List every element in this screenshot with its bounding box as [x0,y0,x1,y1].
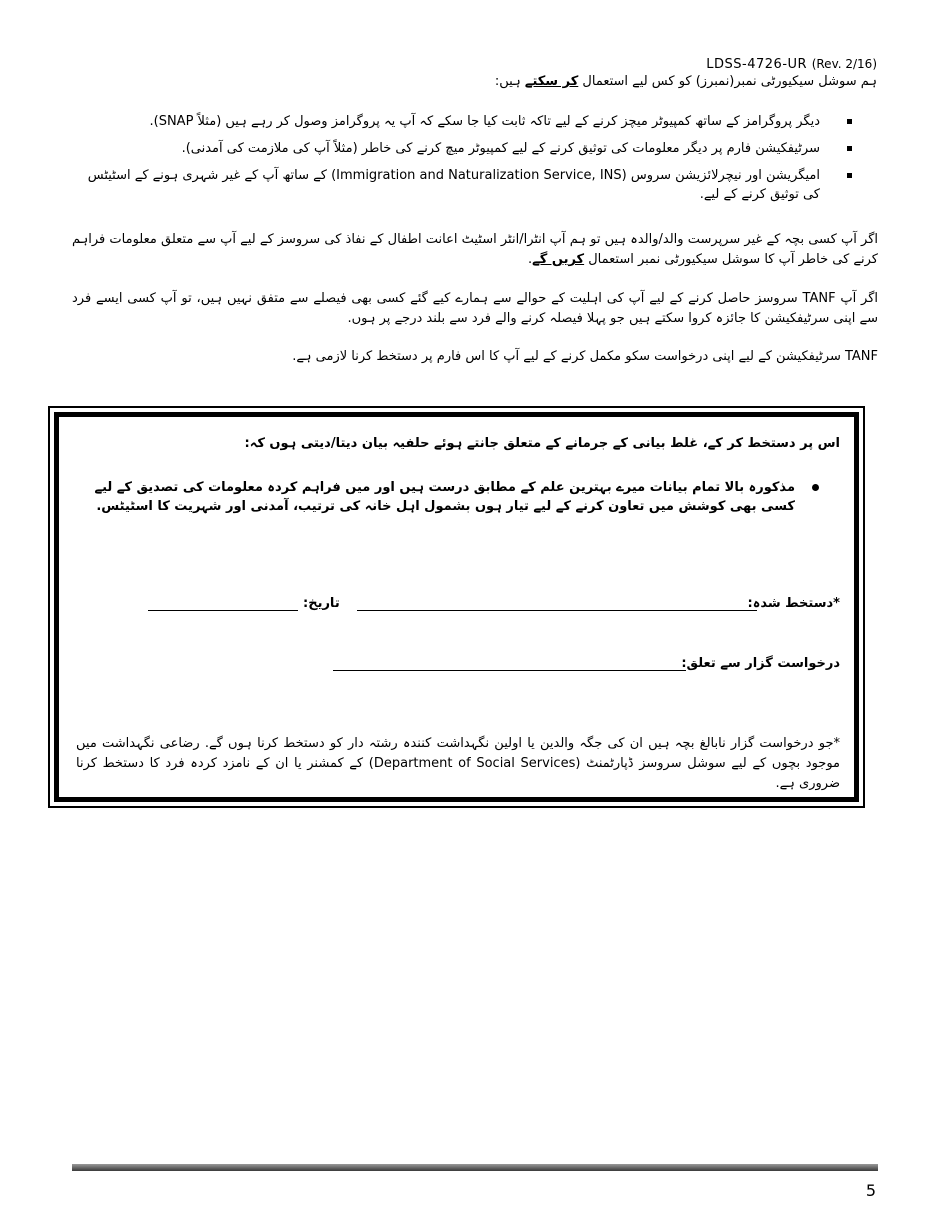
declaration-title: اس پر دستخط کر کے، غلط بیانی کے جرمانے کے متعلق جانتے ہوئے حلفیہ بیان دیتا/دیتی ہوں کہ: [244,436,840,451]
ssn-uses-list [70,112,820,212]
paragraph-text: اگر آپ کسی بچہ کے غیر سرپرست والد/والدہ ہیں تو ہم آپ انٹرا/انٹر اسٹیٹ اعانت اطفال کے نفاذ کی سروسز کے لیے آپ سے متعلق معلومات فراہم کرنے کی خاطر آپ کا سوشل سیکیورٹی نمبر استعمال [72,232,878,267]
footer-divider [72,1164,878,1171]
signature-requirement-paragraph: TANF سرٹیفکیشن کے لیے اپنی درخواست سکو مکمل کرنے کے لیے آپ کا اس فارم پر دستخط کرنا لازمی ہے. [292,349,878,364]
relationship-field[interactable] [333,670,686,671]
form-revision: (Rev. 2/16) [811,57,877,71]
list-item [70,139,820,158]
paragraph-emphasis: کریں گے [532,252,585,267]
relationship-label: درخواست گزار سے تعلق: [681,656,840,671]
date-label: تاریخ: [303,596,340,611]
declaration-statement: مذکورہ بالا تمام بیانات میرے بہترین علم کے مطابق درست ہیں اور میں فراہم کردہ معلومات کی تصدیق کے لیے کسی بھی کوشش میں تعاون کرنے کے لیے تیار ہوں بشمول اہل خانہ کی ترتیب، آمدنی اور شہریت کا اسٹیٹس. [94,480,795,514]
intro-line [495,74,877,89]
list-item-text: سرٹیفکیشن فارم پر دیگر معلومات کی توثیق کرنے کے لیے کمپیوٹر میچ کرنے کی خاطر (مثلاً آپ کی ملازمت کی آمدنی). [181,141,820,156]
square-bullet-icon [847,119,852,124]
form-code [706,57,877,72]
list-item-text: دیگر پروگرامز کے ساتھ کمپیوٹر میچز کرنے کے لیے تاکہ ثابت کیا جا سکے کہ آپ یہ پروگرامز وصول کر رہے ہیں (مثلاً SNAP). [149,114,820,129]
square-bullet-icon [847,146,852,151]
round-bullet-icon [812,484,819,491]
paragraph-end: . [528,252,533,267]
list-item [70,112,820,131]
square-bullet-icon [847,173,852,178]
intro-end: ہیں: [494,74,525,89]
list-item [70,166,820,204]
form-code-text: LDSS-4726-UR [706,57,808,72]
signature-label: *دستخط شدہ: [747,596,840,611]
intro-text: ہم سوشل سیکیورٹی نمبر(نمبرز) کو کس لیے استعمال [578,74,877,89]
page-number: 5 [865,1181,876,1200]
intro-emphasis: کر سکتے [524,74,579,89]
child-support-paragraph [72,230,878,270]
signature-footnote: *جو درخواست گزار نابالغ بچہ ہیں ان کی جگہ والدین یا اولین نگہداشت کنندہ رشتہ دار کو دستخط کرنا ہوں گے. رضاعی نگہداشت میں موجود بچوں کے لیے سوشل سروسز ڈپارٹمنٹ (Department of Social Services) کے کمشنر یا ان کے نامزد کردہ فرد کا دستخط کرنا ضروری ہے. [76,736,840,791]
list-item-text: امیگریشن اور نیچرلائزیشن سروس (Immigration and Naturalization Service, INS) کے ساتھ آپ کے غیر شہری ہونے کے اسٹیٹس کی توثیق کرنے کے لیے. [87,168,820,202]
review-paragraph: اگر آپ TANF سروسز حاصل کرنے کے لیے آپ کی اہلیت کے حوالے سے ہمارے کیے گئے کسی بھی فیصلے سے متفق نہیں ہیں، تو آپ کسی ایسے فرد سے اپنی سرٹیفکیشن کا جائزہ کروا سکتے ہیں جو پہلا فیصلہ کرنے والے فرد سے بلند درجے پر ہوں. [72,291,879,326]
date-field[interactable] [148,610,298,611]
signature-field[interactable] [357,610,757,611]
